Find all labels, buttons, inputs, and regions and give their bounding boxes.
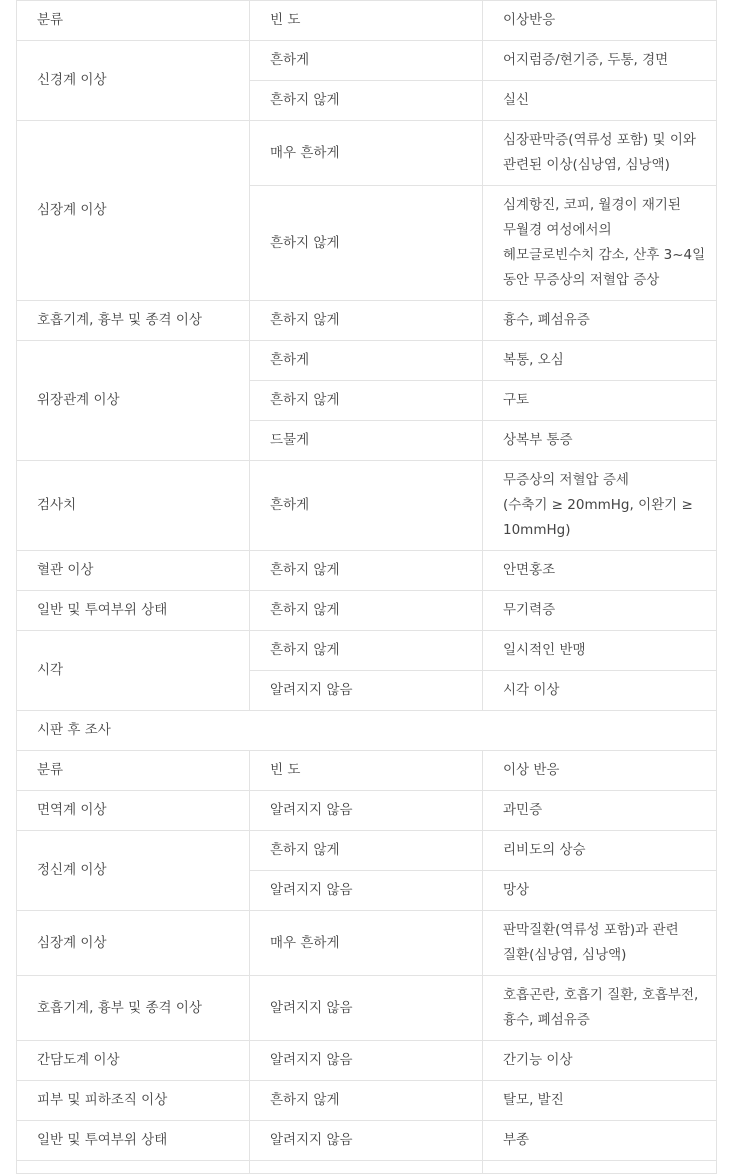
table-row — [17, 1081, 717, 1121]
reaction-cell: 어지럼증/현기증, 두통, 경면 — [483, 41, 717, 81]
table-row — [17, 1121, 717, 1161]
frequency-cell: 알려지지 않음 — [250, 671, 483, 711]
frequency-cell: 흔하지 않게 — [250, 381, 483, 421]
category-cell — [17, 1161, 250, 1174]
category-cell: 위장관계 이상 — [17, 341, 250, 461]
category-cell: 신경계 이상 — [17, 41, 250, 121]
category-cell: 일반 및 투여부위 상태 — [17, 1121, 250, 1161]
section-title-row — [17, 711, 717, 751]
reaction-cell: 시각 이상 — [483, 671, 717, 711]
table-row — [17, 341, 717, 381]
frequency-cell — [250, 1161, 483, 1174]
category-cell: 호흡기계, 흉부 및 종격 이상 — [17, 301, 250, 341]
category-cell: 면역계 이상 — [17, 791, 250, 831]
frequency-cell: 흔하지 않게 — [250, 591, 483, 631]
frequency-cell: 흔하지 않게 — [250, 551, 483, 591]
reaction-cell: 과민증 — [483, 791, 717, 831]
table-row — [17, 551, 717, 591]
reaction-cell: 판막질환(역류성 포함)과 관련 질환(심낭염, 심낭액) — [483, 911, 717, 976]
reaction-cell: 상복부 통증 — [483, 421, 717, 461]
reaction-cell: 실신 — [483, 81, 717, 121]
reaction-line: 무증상의 저혈압 증세 — [503, 472, 629, 488]
header-frequency: 빈 도 — [250, 751, 483, 791]
reaction-cell: 부종 — [483, 1121, 717, 1161]
category-cell: 정신계 이상 — [17, 831, 250, 911]
reaction-cell: 간기능 이상 — [483, 1041, 717, 1081]
frequency-cell: 흔하지 않게 — [250, 186, 483, 301]
frequency-cell: 드물게 — [250, 421, 483, 461]
header-category: 분류 — [17, 751, 250, 791]
table-row — [17, 121, 717, 186]
reaction-cell: 망상 — [483, 871, 717, 911]
table-row — [17, 631, 717, 671]
table-row — [17, 911, 717, 976]
reaction-cell — [483, 1161, 717, 1174]
frequency-cell: 흔하게 — [250, 341, 483, 381]
frequency-cell: 매우 흔하게 — [250, 121, 483, 186]
frequency-cell: 알려지지 않음 — [250, 1121, 483, 1161]
table-row — [17, 976, 717, 1041]
reaction-cell — [483, 461, 717, 551]
category-cell: 일반 및 투여부위 상태 — [17, 591, 250, 631]
table-row — [17, 831, 717, 871]
reaction-cell: 일시적인 반맹 — [483, 631, 717, 671]
header-category: 분류 — [17, 1, 250, 41]
frequency-cell: 알려지지 않음 — [250, 791, 483, 831]
reaction-line: (수축기 ≥ 20mmHg, 이완기 ≥ 10mmHg) — [503, 497, 693, 538]
frequency-cell: 알려지지 않음 — [250, 871, 483, 911]
reaction-cell: 탈모, 발진 — [483, 1081, 717, 1121]
table-row — [17, 1041, 717, 1081]
adverse-reactions-document — [16, 0, 716, 1174]
category-cell: 간담도계 이상 — [17, 1041, 250, 1081]
category-cell: 혈관 이상 — [17, 551, 250, 591]
header-reaction: 이상 반응 — [483, 751, 717, 791]
reaction-cell: 리비도의 상승 — [483, 831, 717, 871]
reaction-cell: 무기력증 — [483, 591, 717, 631]
reaction-cell: 호흡곤란, 호흡기 질환, 호흡부전, 흉수, 폐섬유증 — [483, 976, 717, 1041]
frequency-cell: 매우 흔하게 — [250, 911, 483, 976]
category-cell: 시각 — [17, 631, 250, 711]
header-frequency: 빈 도 — [250, 1, 483, 41]
reaction-cell: 구토 — [483, 381, 717, 421]
table-header-row — [17, 1, 717, 41]
table-row — [17, 301, 717, 341]
frequency-cell: 흔하지 않게 — [250, 1081, 483, 1121]
frequency-cell: 흔하지 않게 — [250, 631, 483, 671]
reaction-cell: 심계항진, 코피, 월경이 재기된 무월경 여성에서의 헤모글로빈수치 감소, 산후 3~4일 동안 무증상의 저혈압 증상 — [483, 186, 717, 301]
category-cell: 호흡기계, 흉부 및 종격 이상 — [17, 976, 250, 1041]
postmarketing-section-title: 시판 후 조사 — [17, 711, 717, 751]
category-cell: 피부 및 피하조직 이상 — [17, 1081, 250, 1121]
reaction-cell: 흉수, 폐섬유증 — [483, 301, 717, 341]
frequency-cell: 흔하지 않게 — [250, 831, 483, 871]
table-header-row — [17, 751, 717, 791]
category-cell: 검사치 — [17, 461, 250, 551]
table-row-partial — [17, 1161, 717, 1174]
category-cell: 심장계 이상 — [17, 911, 250, 976]
frequency-cell: 흔하지 않게 — [250, 301, 483, 341]
frequency-cell: 흔하게 — [250, 461, 483, 551]
adverse-reactions-table — [16, 0, 717, 1174]
frequency-cell: 흔하게 — [250, 41, 483, 81]
table-row — [17, 791, 717, 831]
reaction-cell: 복통, 오심 — [483, 341, 717, 381]
frequency-cell: 알려지지 않음 — [250, 976, 483, 1041]
header-reaction: 이상반응 — [483, 1, 717, 41]
frequency-cell: 흔하지 않게 — [250, 81, 483, 121]
category-cell: 심장계 이상 — [17, 121, 250, 301]
table-row — [17, 461, 717, 551]
reaction-cell: 안면홍조 — [483, 551, 717, 591]
table-row — [17, 41, 717, 81]
reaction-cell: 심장판막증(역류성 포함) 및 이와 관련된 이상(심낭염, 심낭액) — [483, 121, 717, 186]
table-row — [17, 591, 717, 631]
frequency-cell: 알려지지 않음 — [250, 1041, 483, 1081]
